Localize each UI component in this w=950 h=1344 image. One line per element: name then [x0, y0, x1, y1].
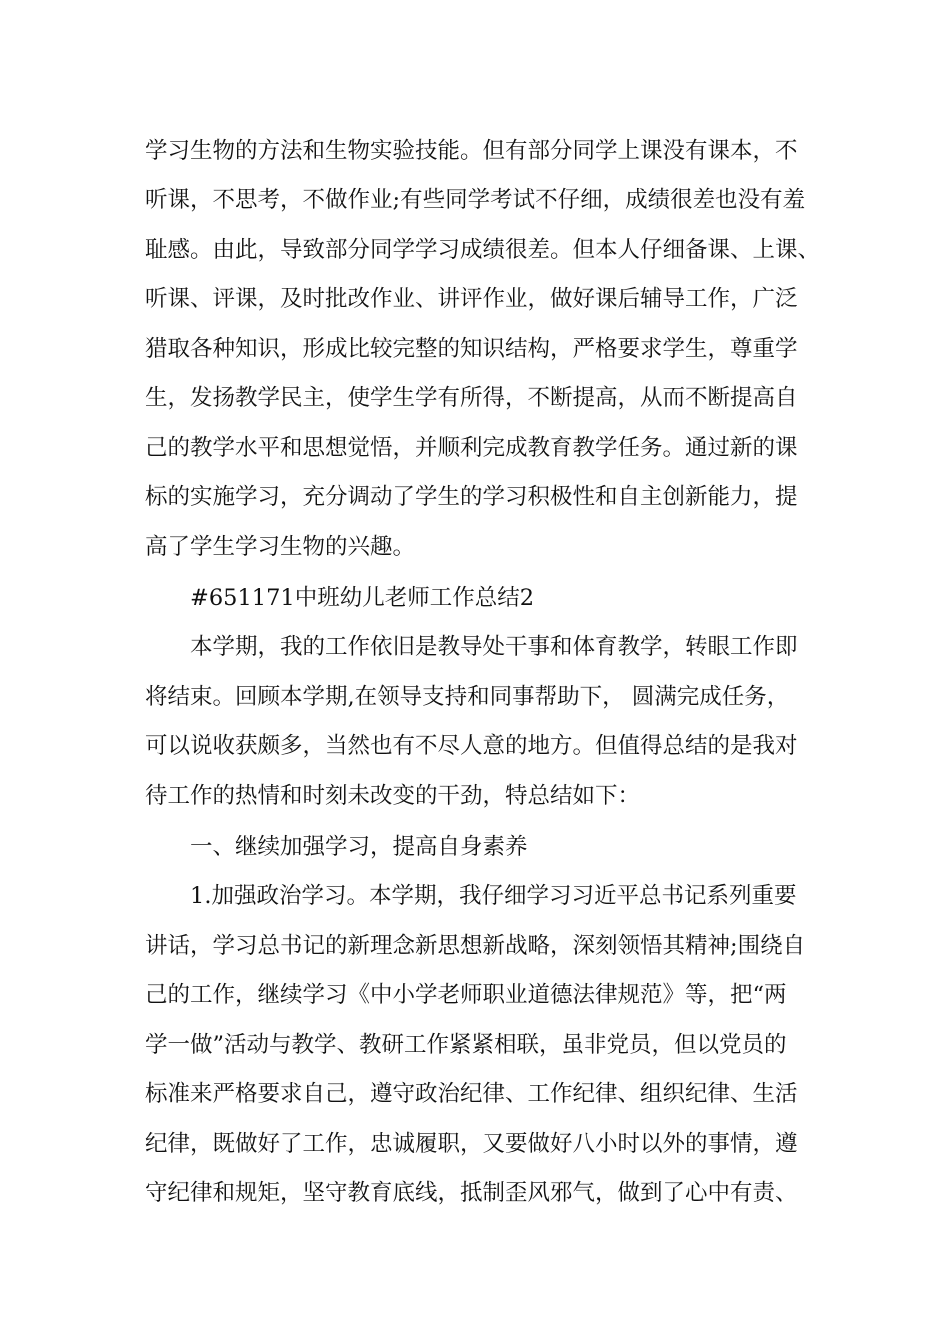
- text-line: 生，发扬教学民主，使学生学有所得，不断提高，从而不断提高自: [145, 385, 798, 411]
- paragraph-first-line: 1.加强政治学习。本学期，我仔细学习习近平总书记系列重要: [190, 883, 797, 909]
- text-line: 待工作的热情和时刻未改变的干劲，特总结如下：: [145, 783, 641, 809]
- text-line: 标准来严格要求自己，遵守政治纪律、工作纪律、组织纪律、生活: [145, 1081, 798, 1107]
- text-line: 己的工作，继续学习《中小学老师职业道德法律规范》等，把“两: [145, 982, 787, 1008]
- section-heading: #651171中班幼儿老师工作总结2: [190, 585, 535, 611]
- text-line: 将结束。回顾本学期,在领导支持和同事帮助下， 圆满完成任务，: [145, 684, 790, 710]
- text-line: 己的教学水平和思想觉悟，并顺利完成教育教学任务。通过新的课: [145, 435, 798, 461]
- text-line: 听课、评课，及时批改作业、讲评作业，做好课后辅导工作，广泛: [145, 286, 798, 312]
- text-line: 猎取各种知识，形成比较完整的知识结构，严格要求学生，尊重学: [145, 336, 798, 362]
- text-line: 讲话，学习总书记的新理念新思想新战略，深刻领悟其精神;围绕自: [145, 933, 806, 959]
- text-line: 纪律，既做好了工作，忠诚履职，又要做好八小时以外的事情，遵: [145, 1131, 798, 1157]
- text-line: 守纪律和规矩，坚守教育底线，抵制歪风邪气，做到了心中有责、: [145, 1180, 798, 1206]
- text-line: 学一做”活动与教学、教研工作紧紧相联，虽非党员，但以党员的: [145, 1032, 787, 1058]
- text-line: 可以说收获颇多，当然也有不尽人意的地方。但值得总结的是我对: [145, 733, 798, 759]
- text-line: 听课，不思考，不做作业;有些同学考试不仔细，成绩很差也没有羞: [145, 187, 806, 213]
- text-line: 高了学生学习生物的兴趣。: [145, 534, 416, 560]
- paragraph-first-line: 本学期，我的工作依旧是教导处干事和体育教学，转眼工作即: [190, 634, 798, 660]
- text-line: 标的实施学习，充分调动了学生的学习积极性和自主创新能力，提: [145, 484, 798, 510]
- section-heading: 一、继续加强学习，提高自身素养: [190, 834, 528, 860]
- text-line: 耻感。由此，导致部分同学学习成绩很差。但本人仔细备课、上课、: [145, 237, 821, 263]
- text-line: 学习生物的方法和生物实验技能。但有部分同学上课没有课本，不: [145, 138, 798, 164]
